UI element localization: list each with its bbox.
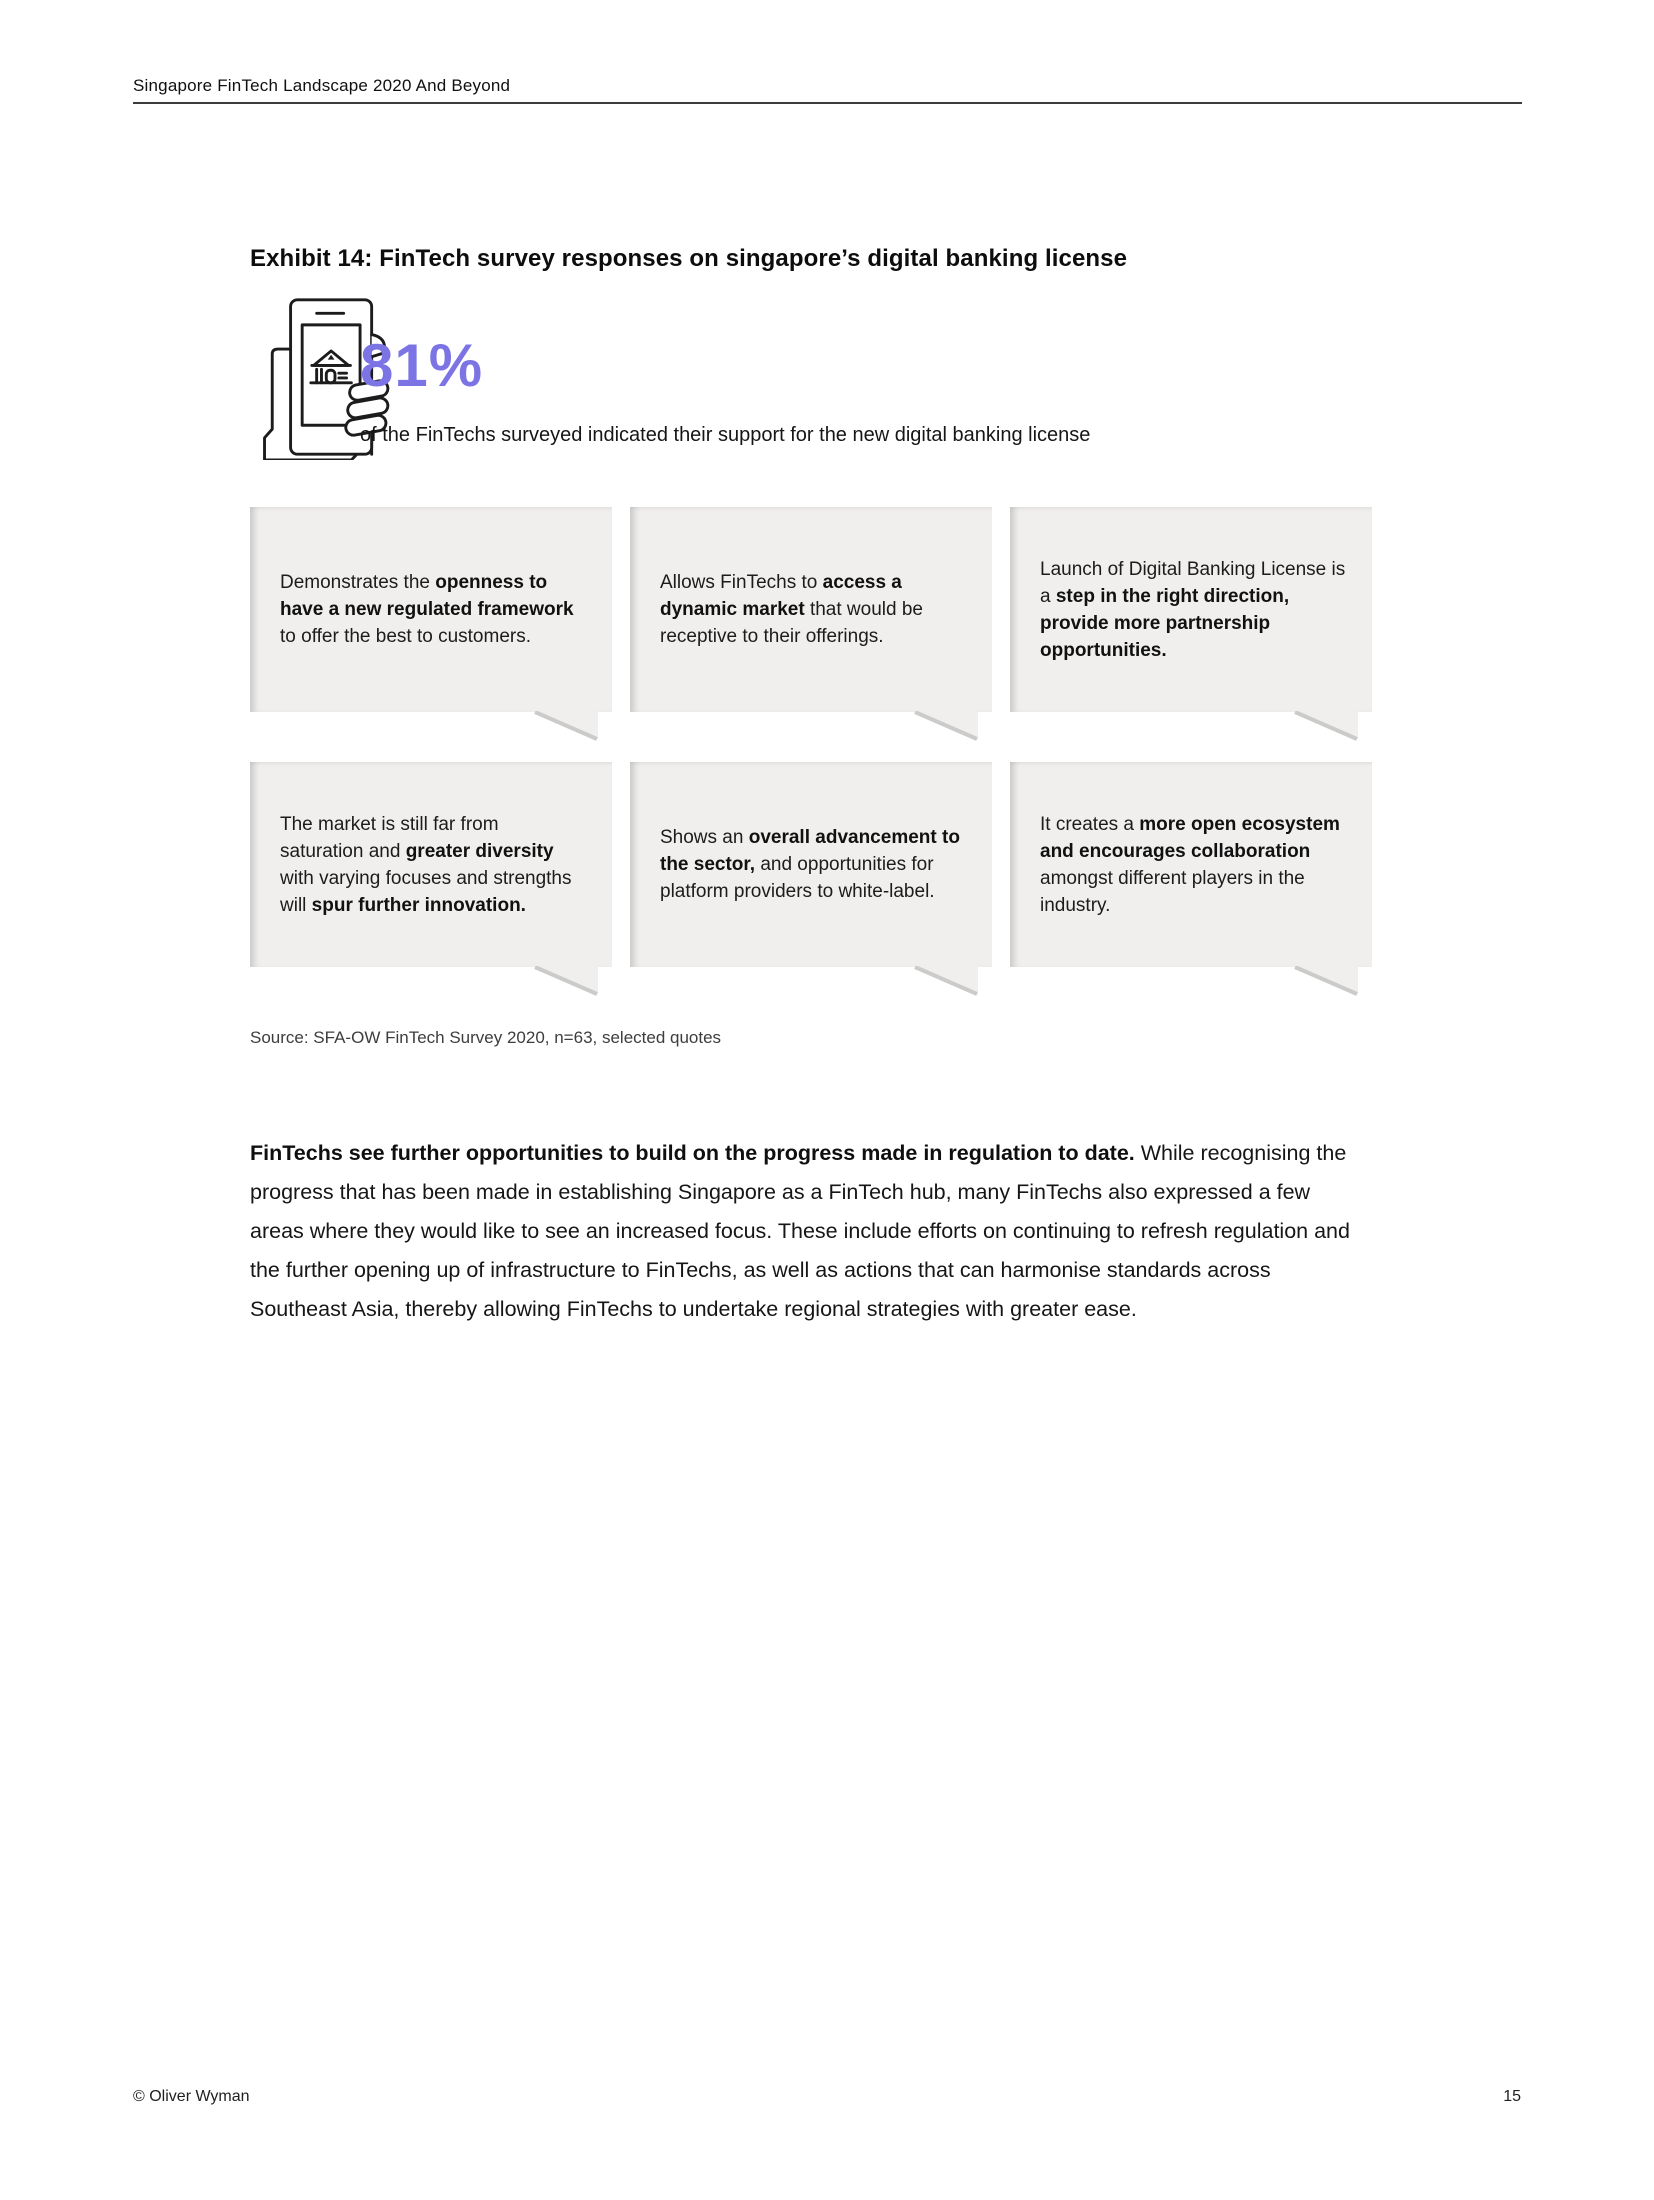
source-note: Source: SFA-OW FinTech Survey 2020, n=63, selected quotes [250,1028,722,1047]
quote-text: Demonstrates the openness to have a new regulated framework to offer the best to customers. [280,572,574,647]
quote-grid [250,507,1372,967]
header-divider [133,102,1522,104]
quote-bubble [1010,507,1372,712]
quote-bubble [630,507,992,712]
speech-tail [534,966,598,996]
quote-text: The market is still far from saturation and greater diversity with varying focuses and strengths will spur further innovation. [280,813,572,916]
quote-bubble [630,762,992,967]
stat-value: 81% [360,332,484,399]
quote-text: It creates a more open ecosystem and encourages collaboration amongst different players in the industry. [1040,813,1340,916]
quote-text: Shows an overall advancement to the sector, and opportunities for platform providers to white-label. [660,827,960,902]
page-footer [133,2088,1521,2106]
quote-bubble [250,762,612,967]
body-paragraph [250,1134,1362,1329]
running-head: Singapore FinTech Landscape 2020 And Beyond [133,76,511,95]
exhibit-title: Exhibit 14: FinTech survey responses on singapore’s digital banking license [250,245,1128,272]
quote-bubble [250,507,612,712]
speech-tail [1294,711,1358,741]
quote-text: Launch of Digital Banking License is a step in the right direction, provide more partnership opportunities. [1040,558,1346,661]
page-number: 15 [1503,2088,1521,2105]
paragraph-rest: While recognising the progress that has been made in establishing Singapore as a FinTech hub, many FinTechs also expressed a few areas where they would like to see an increased focus. These include efforts on continuing to refresh regulation and the further opening up of infrastructure to FinTechs, as well as actions that can harmonise standards across Southeast Asia, thereby allowing FinTechs to undertake regional strategies with greater ease. [250,1141,1350,1321]
speech-tail [914,966,978,996]
stat-caption: of the FinTechs surveyed indicated their support for the new digital banking license [360,424,1091,446]
quote-bubble [1010,762,1372,967]
quote-text: Allows FinTechs to access a dynamic market that would be receptive to their offerings. [660,572,923,647]
speech-tail [914,711,978,741]
copyright: © Oliver Wyman [133,2088,250,2105]
speech-tail [534,711,598,741]
paragraph-lead: FinTechs see further opportunities to build on the progress made in regulation to date. [250,1141,1135,1165]
speech-tail [1294,966,1358,996]
